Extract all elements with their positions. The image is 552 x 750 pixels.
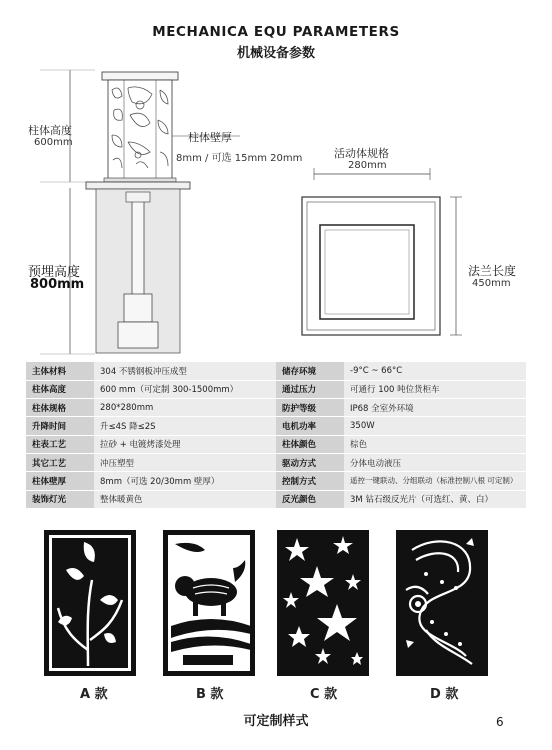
- style-b-caption: B 款: [196, 687, 224, 702]
- param-value: 可通行 100 吨位货柜车: [344, 380, 526, 398]
- table-row: [26, 472, 526, 490]
- param-label: 柱体壁厚: [26, 472, 94, 490]
- param-value: 350W: [344, 417, 526, 435]
- top-view-diagram: [280, 150, 530, 360]
- param-label: 控制方式: [276, 472, 344, 490]
- wall-thickness-label: 柱体壁厚: [188, 131, 232, 144]
- param-value: -9°C ~ 66°C: [344, 362, 526, 380]
- param-label: 主体材料: [26, 362, 94, 380]
- param-label: 柱表工艺: [26, 435, 94, 453]
- param-value: 600 mm（可定制 300-1500mm）: [94, 380, 276, 398]
- param-value: 拉砂 + 电镀烤漆处理: [94, 435, 276, 453]
- flange-length-label: 法兰长度: [468, 264, 517, 278]
- table-row: [26, 435, 526, 453]
- embed-height-label: 预埋高度: [28, 265, 81, 280]
- page-number: 6: [496, 715, 504, 729]
- param-value: 分体电动液压: [344, 453, 526, 471]
- flange-length-value: 450mm: [472, 278, 511, 289]
- wall-thickness-value: 8mm / 可选 15mm 20mm: [176, 153, 303, 164]
- param-value: 升≤4S 降≤2S: [94, 417, 276, 435]
- title-en: MECHANICA EQU PARAMETERS: [152, 24, 400, 40]
- embed-height-value: 800mm: [30, 277, 85, 292]
- param-label: 柱体高度: [26, 380, 94, 398]
- param-value: 冲压塑型: [94, 453, 276, 471]
- title-cn: 机械设备参数: [236, 46, 315, 61]
- param-value: 整体暖黄色: [94, 490, 276, 508]
- column-height-value: 600mm: [34, 137, 73, 148]
- table-row: [26, 417, 526, 435]
- style-c-panel: [277, 530, 369, 676]
- param-value: 8mm（可选 20/30mm 壁厚）: [94, 472, 276, 490]
- param-label: 升降时间: [26, 417, 94, 435]
- param-value: 棕色: [344, 435, 526, 453]
- table-row: [26, 380, 526, 398]
- parameter-table: [26, 362, 526, 509]
- style-b-panel: [163, 530, 255, 676]
- param-label: 反光颜色: [276, 490, 344, 508]
- style-c-caption: C 款: [310, 687, 338, 702]
- style-a-panel: [44, 530, 136, 676]
- param-value: 3M 钻石级反光片（可选红、黄、白）: [344, 490, 526, 508]
- table-row: [26, 490, 526, 508]
- active-spec-label: 活动体规格: [334, 147, 389, 160]
- style-a-caption: A 款: [80, 687, 108, 702]
- param-label: 驱动方式: [276, 453, 344, 471]
- param-value: 304 不锈钢板冲压成型: [94, 362, 276, 380]
- table-row: [26, 453, 526, 471]
- customizable-styles-caption: 可定制样式: [243, 714, 309, 729]
- style-d-caption: D 款: [430, 687, 459, 702]
- param-label: 柱体规格: [26, 399, 94, 417]
- param-label: 通过压力: [276, 380, 344, 398]
- style-d-panel: [396, 530, 488, 676]
- param-label: 其它工艺: [26, 453, 94, 471]
- column-outline: [320, 225, 414, 319]
- param-value: 280*280mm: [94, 399, 276, 417]
- param-value: IP68 全室外环境: [344, 399, 526, 417]
- active-spec-value: 280mm: [348, 160, 387, 171]
- param-label: 柱体颜色: [276, 435, 344, 453]
- param-label: 防护等级: [276, 399, 344, 417]
- param-label: 装饰灯光: [26, 490, 94, 508]
- table-row: [26, 399, 526, 417]
- table-row: [26, 362, 526, 380]
- column-body: [108, 80, 172, 180]
- param-value: 遥控一键联动、分组联动（标准控制八根 可定制）: [344, 472, 526, 490]
- param-label: 储存环境: [276, 362, 344, 380]
- column-height-label: 柱体高度: [28, 124, 72, 137]
- param-label: 电机功率: [276, 417, 344, 435]
